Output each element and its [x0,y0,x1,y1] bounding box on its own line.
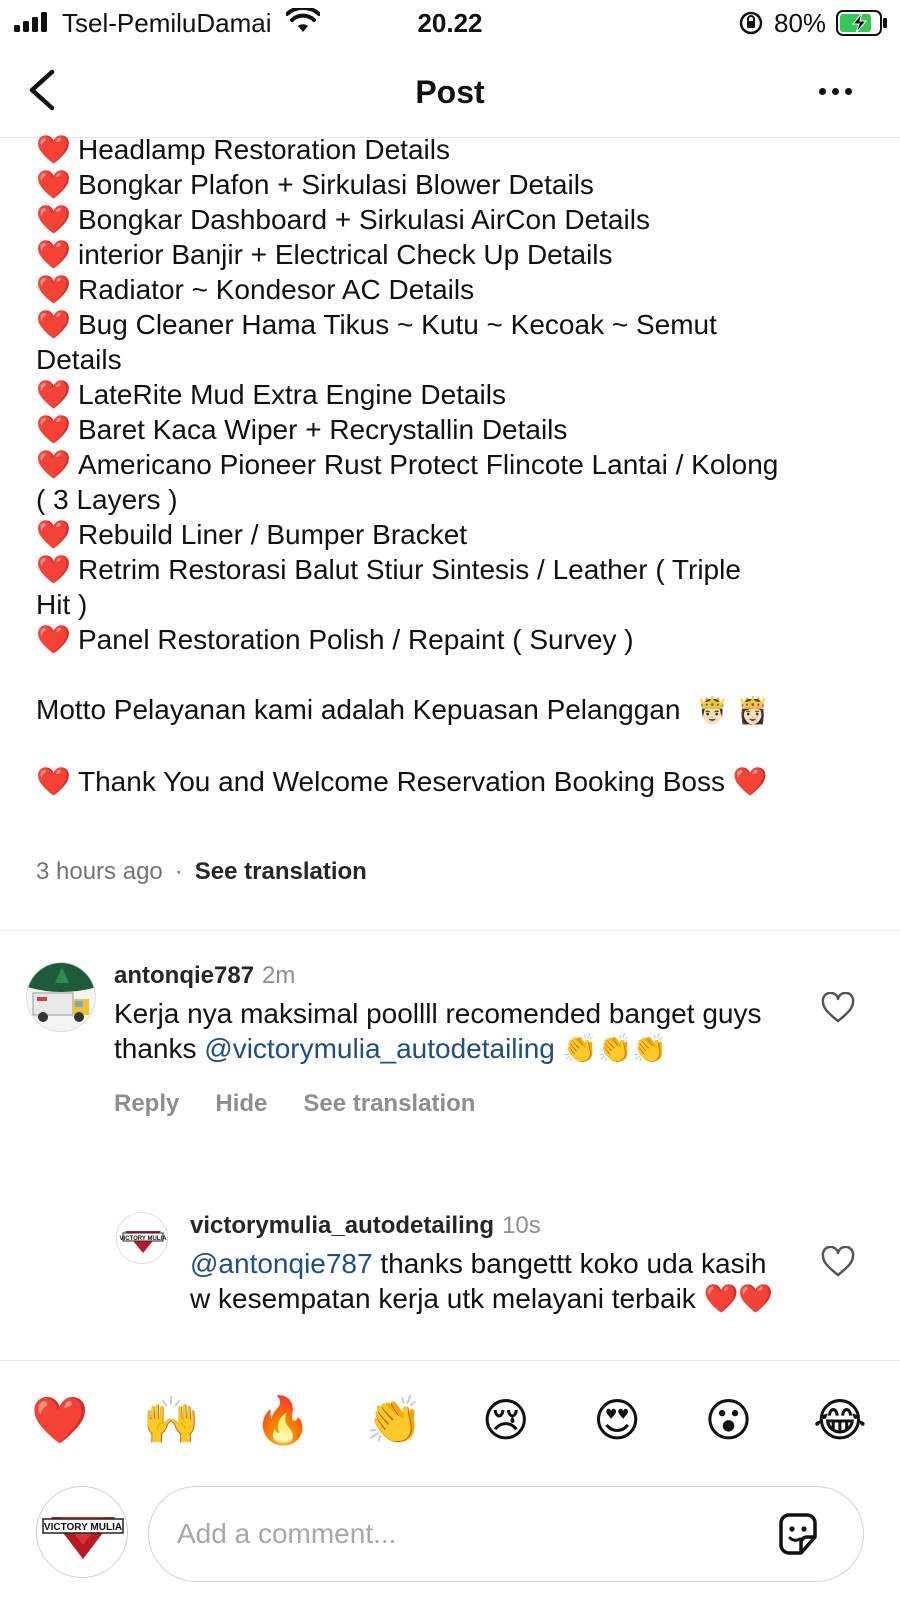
heart-icon: ❤️ [36,623,71,656]
caption-line: ❤️ Bug Cleaner Hama Tikus ~ Kutu ~ Kecoak ~ Semut [36,308,717,341]
heart-icon: ❤️ [36,203,71,236]
heart-icon: ❤️ [36,518,71,551]
truck-avatar-image [27,963,96,1032]
caption-motto: Motto Pelayanan kami adalah Kepuasan Pelanggan 🤴🏻 👸🏻 [36,694,770,726]
comment-input[interactable] [177,1509,737,1559]
page-title: Post [415,74,485,110]
caption-line: ❤️ Rebuild Liner / Bumper Bracket [36,518,468,551]
prince-princess-emoji: 🤴🏻 👸🏻 [696,696,770,726]
heart-icon: ❤️ [36,133,71,166]
post-caption [36,132,876,799]
sticker-icon[interactable] [773,1509,823,1559]
caption-line: ( 3 Layers ) [36,484,178,515]
comment-username[interactable]: antonqie787 [114,962,255,989]
comment-header [190,1212,790,1240]
surprised-face-icon[interactable]: 😮 [704,1393,753,1447]
raising-hands-icon[interactable]: 🙌 [142,1393,201,1447]
comment-input-box[interactable] [148,1486,864,1582]
heart-icon: ❤️ [36,378,71,411]
hide-button[interactable]: Hide [215,1090,268,1117]
red-heart-icon[interactable]: ❤️ [31,1393,89,1447]
caption-line: ❤️ Panel Restoration Polish / Repaint ( Survey ) [36,623,634,656]
avatar[interactable] [26,962,96,1032]
svg-text:VICTORY MULIA: VICTORY MULIA [119,1236,167,1242]
comment-actions [114,1090,804,1118]
comment-reply-item [116,1212,876,1352]
rotation-lock-icon [738,10,764,36]
comment-header [114,962,804,990]
caption-line: ❤️ Bongkar Dashboard + Sirkulasi AirCon Details [36,203,650,236]
clapping-hands-icon[interactable]: 👏 [365,1393,423,1447]
comment-time: 10s [502,1212,541,1239]
comment-text: @antonqie787 thanks bangettt koko uda kasih w kesempatan kerja utk melayani terbaik ❤️❤️ [190,1248,774,1314]
quick-reactions-bar [30,1390,870,1450]
battery-charging-icon [836,10,888,36]
comment-item [26,962,876,1162]
caption-line: ❤️ Baret Kaca Wiper + Recrystallin Details [36,413,568,446]
separator-dot: · [174,858,183,885]
see-translation-button[interactable]: See translation [303,1090,476,1117]
like-heart-icon[interactable] [820,1246,856,1278]
post-meta [36,858,367,886]
caption-thank-you: ❤️ Thank You and Welcome Reservation Booking Boss ❤️ [36,764,876,799]
heart-icon: ❤️ [36,273,71,306]
caption-line: Hit ) [36,589,88,620]
divider [0,1360,900,1361]
heart-icon: ❤️ [36,765,71,798]
comment-text: Kerja nya maksimal poollll recomended banget guys thanks @victorymulia_autodetailing 👏👏👏 [114,998,762,1064]
divider [0,930,900,931]
victory-mulia-logo [117,1213,168,1264]
more-options-icon[interactable] [810,70,860,112]
heart-eyes-icon[interactable]: 😍 [593,1393,642,1447]
mention-link[interactable]: @victorymulia_autodetailing [204,1033,555,1064]
caption-line: ❤️ Retrim Restorasi Balut Stiur Sintesis / Leather ( Triple [36,553,741,586]
caption-line: ❤️ Bongkar Plafon + Sirkulasi Blower Details [36,168,594,201]
fire-icon[interactable]: 🔥 [254,1393,312,1447]
caption-line: ❤️ Headlamp Restoration Details [36,133,450,166]
carrier-name: Tsel-PemiluDamai [62,8,272,38]
comment-time: 2m [262,962,296,989]
heart-icon: ❤️ [36,553,71,586]
like-heart-icon[interactable] [820,992,856,1024]
caption-line: Details [36,344,122,375]
heart-icon: ❤️ [36,413,71,446]
victory-mulia-logo [37,1487,128,1578]
status-bar [0,0,900,48]
see-translation-link[interactable]: See translation [194,858,367,885]
current-user-avatar [36,1486,128,1578]
heart-icon: ❤️ [36,238,71,271]
crying-face-icon[interactable]: 😢 [481,1393,530,1447]
caption-line: ❤️ LateRite Mud Extra Engine Details [36,378,506,411]
battery-percent: 80% [774,8,827,38]
heart-icon: ❤️ [36,168,71,201]
comment-username[interactable]: victorymulia_autodetailing [190,1212,495,1239]
clock: 20.22 [417,8,483,38]
heart-icon: ❤️ [36,308,71,341]
nav-bar [0,48,900,138]
caption-line: ❤️ Americano Pioneer Rust Protect Flincote Lantai / Kolong [36,448,779,481]
svg-text:VICTORY MULIA: VICTORY MULIA [43,1522,123,1533]
heart-icon: ❤️ [36,448,71,481]
caption-line: ❤️ interior Banjir + Electrical Check Up Details [36,238,613,271]
caption-line: ❤️ Radiator ~ Kondesor AC Details [36,273,475,306]
heart-icon: ❤️ [732,765,768,798]
avatar[interactable] [116,1212,168,1264]
post-timestamp: 3 hours ago [36,858,163,885]
tears-of-joy-icon[interactable]: 😂 [813,1393,867,1447]
reply-button[interactable]: Reply [114,1090,180,1117]
mention-link[interactable]: @antonqie787 [190,1248,373,1279]
